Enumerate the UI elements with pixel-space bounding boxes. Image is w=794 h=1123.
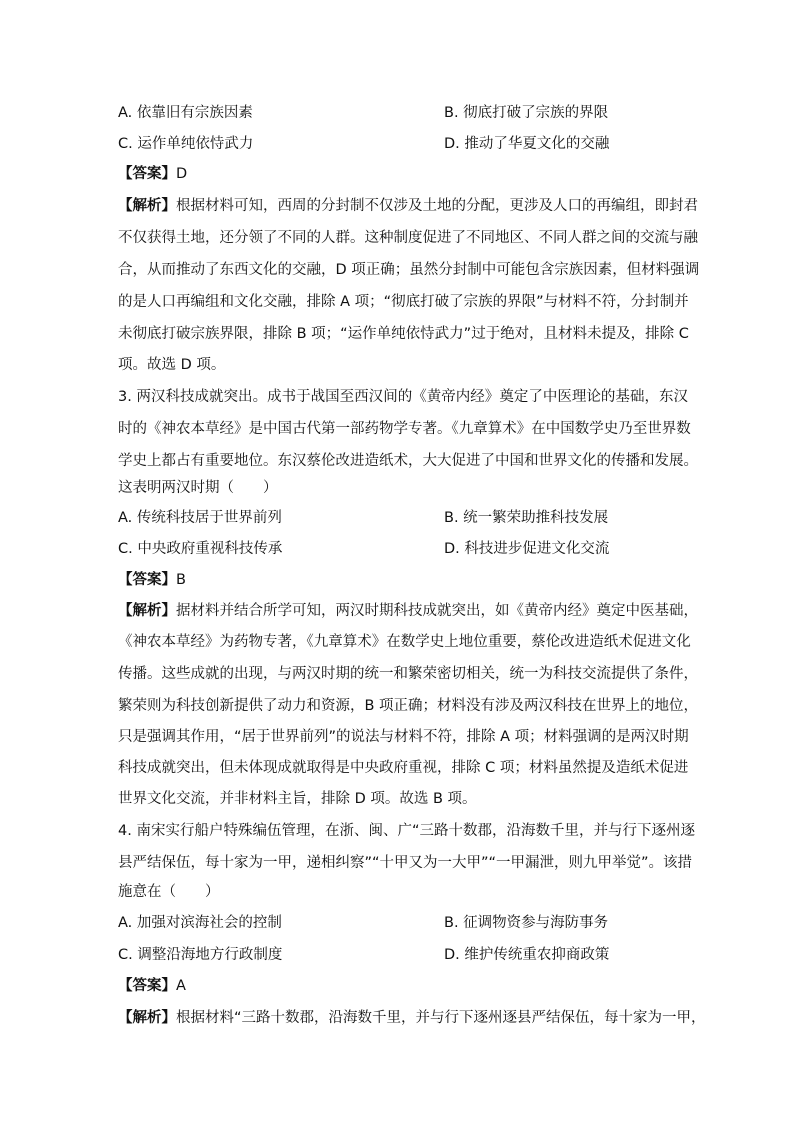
analysis-text: 据材料并结合所学可知，两汉时期科技成就突出，如《黄帝内经》奠定中医基础， xyxy=(176,603,698,619)
q2-analysis-line: 的是人口再编组和文化交融，排除 A 项；“彻底打破了宗族的界限”与材料不符，分封制并 xyxy=(118,294,689,310)
q2-analysis-line: 未彻底打破宗族界限，排除 B 项；“运作单纯依恃武力”过于绝对，且材料未提及，排除 C xyxy=(118,326,689,342)
q3-stem-line: 学史上都占有重要地位。东汉蔡伦改进造纸术，大大促进了中国和世界文化的传播和发展。 xyxy=(118,453,698,469)
q3-option-b: B. 统一繁荣助推科技发展 xyxy=(444,510,609,526)
answer-value: A xyxy=(176,978,186,994)
analysis-tag: 【解析】 xyxy=(118,1010,176,1026)
q4-stem-line: 县严结保伍，每十家为一甲，递相纠察”“十甲又为一大甲”“一甲漏泄，则九甲举觉”。该措 xyxy=(118,855,693,871)
q3-option-a: A. 传统科技居于世界前列 xyxy=(118,510,282,526)
q3-stem-line: 时的《神农本草经》是中国古代第一部药物学专著。《九章算术》在中国数学史乃至世界数 xyxy=(118,421,691,437)
q3-analysis-line: 《神农本草经》为药物专著，《九章算术》在数学史上地位重要，蔡伦改进造纸术促进文化 xyxy=(118,634,691,650)
q3-analysis-line xyxy=(118,601,698,621)
q2-analysis-line: 不仅获得土地，还分领了不同的人群。这种制度促进了不同地区、不同人群之间的交流与融 xyxy=(118,230,698,246)
answer-value: B xyxy=(176,572,186,588)
q4-option-c: C. 调整沿海地方行政制度 xyxy=(118,947,283,963)
answer-tag: 【答案】 xyxy=(118,166,176,182)
q4-stem-line: 施意在（ ） xyxy=(118,884,220,900)
q2-option-d: D. 推动了华夏文化的交融 xyxy=(444,136,610,152)
q4-analysis-line xyxy=(118,1008,706,1028)
q2-analysis-line xyxy=(118,196,698,216)
q3-analysis-line: 传播。这些成就的出现，与两汉时期的统一和繁荣密切相关，统一为科技交流提供了条件， xyxy=(118,666,698,682)
q3-option-c: C. 中央政府重视科技传承 xyxy=(118,541,283,557)
q3-analysis-line: 科技成就突出，但未体现成就取得是中央政府重视，排除 C 项；材料虽然提及造纸术促进 xyxy=(118,760,689,776)
q3-option-d: D. 科技进步促进文化交流 xyxy=(444,541,610,557)
q3-analysis-line: 世界文化交流，并非材料主旨，排除 D 项。故选 B 项。 xyxy=(118,791,477,807)
q3-answer xyxy=(118,570,688,590)
q3-analysis-line: 繁荣则为科技创新提供了动力和资源，B 项正确；材料没有涉及两汉科技在世界上的地位， xyxy=(118,698,699,714)
q3-stem-line: 这表明两汉时期（ ） xyxy=(118,480,278,496)
q2-option-a: A. 依靠旧有宗族因素 xyxy=(118,105,253,121)
q2-option-c: C. 运作单纯依恃武力 xyxy=(118,136,254,152)
analysis-text: 根据材料“三路十数郡，沿海数千里，并与行下逐州逐县严结保伍，每十家为一甲， xyxy=(176,1010,706,1026)
q2-analysis-line: 合，从而推动了东西文化的交融，D 项正确；虽然分封制中可能包含宗族因素，但材料强调 xyxy=(118,262,700,278)
analysis-text: 根据材料可知，西周的分封制不仅涉及土地的分配，更涉及人口的再编组，即封君 xyxy=(176,198,698,214)
answer-tag: 【答案】 xyxy=(118,978,176,994)
q4-option-b: B. 征调物资参与海防事务 xyxy=(444,915,609,931)
q2-option-b: B. 彻底打破了宗族的界限 xyxy=(444,105,609,121)
q4-answer xyxy=(118,976,688,996)
analysis-tag: 【解析】 xyxy=(118,603,176,619)
analysis-tag: 【解析】 xyxy=(118,198,176,214)
q2-answer xyxy=(118,164,688,184)
q4-option-a: A. 加强对滨海社会的控制 xyxy=(118,915,282,931)
answer-tag: 【答案】 xyxy=(118,572,176,588)
q4-option-d: D. 维护传统重农抑商政策 xyxy=(444,947,610,963)
q2-analysis-line: 项。故选 D 项。 xyxy=(118,357,226,373)
q4-stem-line: 4. 南宋实行船户特殊编伍管理，在浙、闽、广“三路十数郡，沿海数千里，并与行下逐州逐 xyxy=(118,823,695,839)
answer-value: D xyxy=(176,166,188,182)
q3-stem-line: 3. 两汉科技成就突出。成书于战国至西汉间的《黄帝内经》奠定了中医理论的基础，东汉 xyxy=(118,389,688,405)
q3-analysis-line: 只是强调其作用，“居于世界前列”的说法与材料不符，排除 A 项；材料强调的是两汉时期 xyxy=(118,729,689,745)
